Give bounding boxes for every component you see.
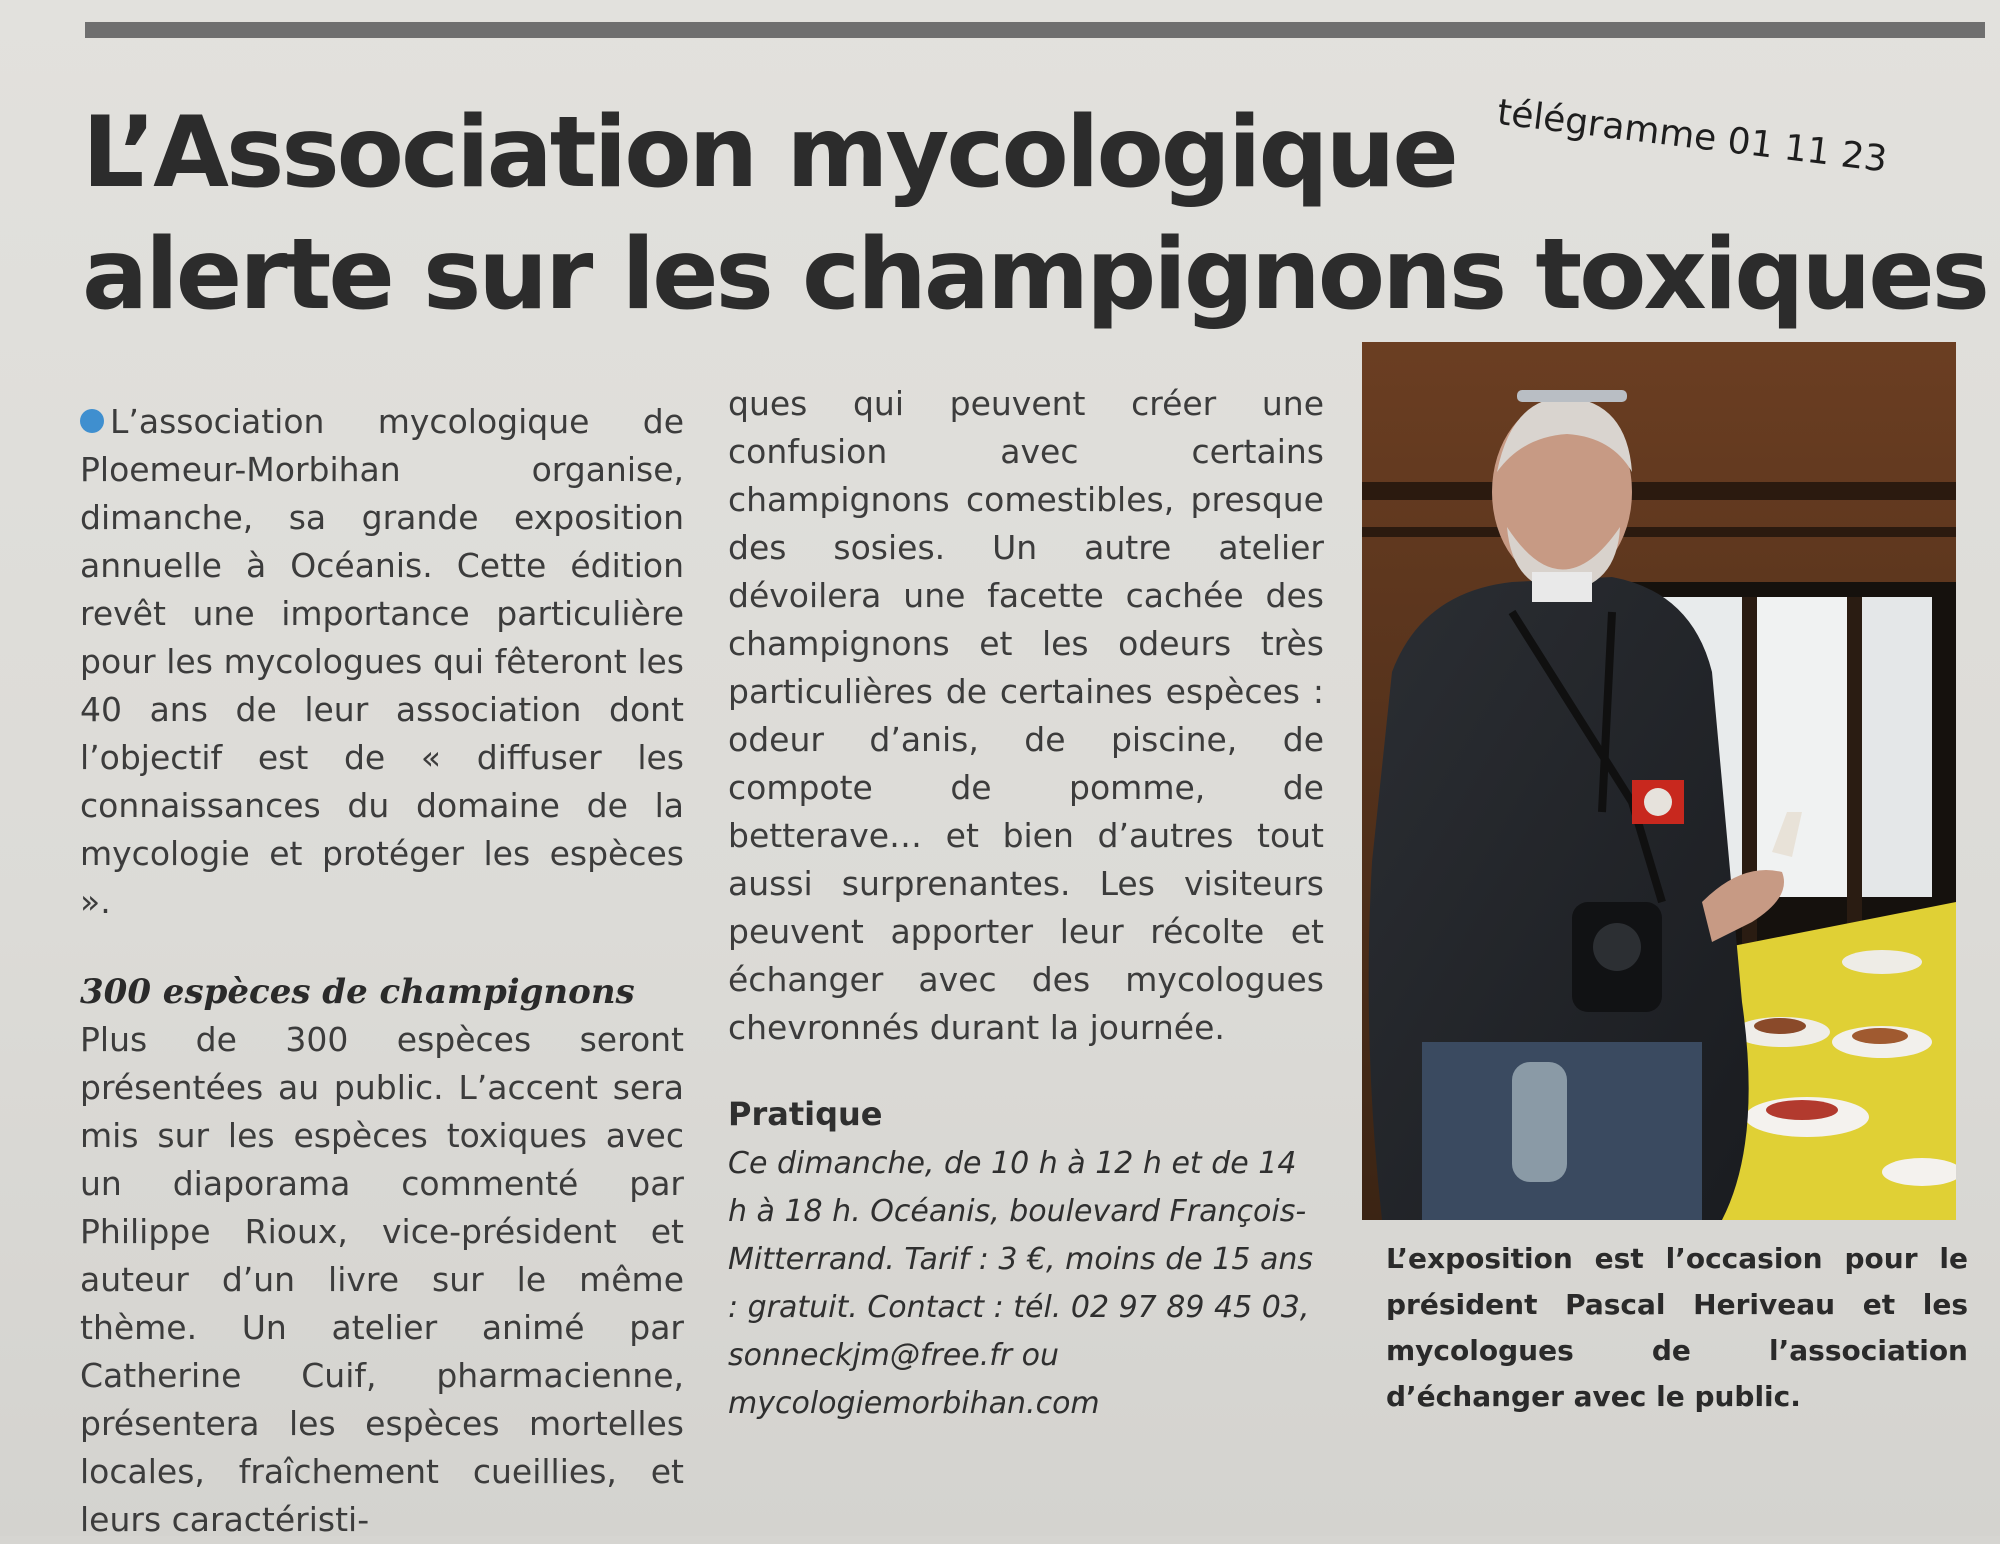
body-column-2: ques qui peuvent créer une confusion avec certains champignons comestibles, presque des sosies. Un autre atelier dévoilera une facette cachée des champignons et les odeurs très particulières de certaines espèces : odeur d’anis, de piscine, de compote de pomme, de betterave… et bien d’autres tout aussi surprenantes. Les visiteurs peuvent apporter leur récolte et échanger avec des mycologues chevronnés durant la journée. [728, 384, 1324, 1047]
pratique-heading: Pratique [728, 1095, 883, 1133]
intro-paragraph [80, 398, 684, 926]
subheading: 300 espèces de champignons [80, 972, 635, 1012]
intro-text: L’association mycologique de Ploemeur-Morbihan organise, dimanche, sa grande exposition annuelle à Océanis. Cette édition revêt une importance particulière pour les mycologues qui fêteront les 40 ans de leur association dont l’objectif est de « diffuser les connaissances du domaine de la mycologie et protéger les espèces ». [80, 402, 684, 921]
article-column-2 [728, 380, 1324, 1428]
headline-line-2: alerte sur les champignons toxiques [82, 218, 1988, 332]
handwritten-note: télégramme 01 11 23 [1495, 92, 1890, 181]
top-rule [85, 22, 1985, 38]
pratique-text: Ce dimanche, de 10 h à 12 h et de 14 h à 18 h. Océanis, boulevard François-Mitterrand. Tarif : 3 €, moins de 15 ans : gratuit. Contact : tél. 02 97 89 45 03, sonneckjm@free.fr ou mycologiemorbihan.com [728, 1146, 1313, 1421]
article-photo [1362, 342, 1956, 1220]
photo-caption: L’exposition est l’occasion pour le président Pascal Heriveau et les mycologues de l’association d’échanger avec le public. [1386, 1242, 1968, 1413]
article-column-1 [80, 398, 684, 1544]
headline-line-1: L’Association mycologique [82, 96, 1456, 210]
blue-dot-icon [80, 409, 104, 433]
body-column-1: Plus de 300 espèces seront présentées au public. L’accent sera mis sur les espèces toxiques avec un diaporama commenté par Philippe Rioux, vice-président et auteur d’un livre sur le même thème. Un atelier animé par Catherine Cuif, pharmacienne, présentera les espèces mortelles locales, fraîchement cueillies, et leurs caractéristi- [80, 1020, 684, 1539]
photo-illustration [1362, 342, 1956, 1220]
